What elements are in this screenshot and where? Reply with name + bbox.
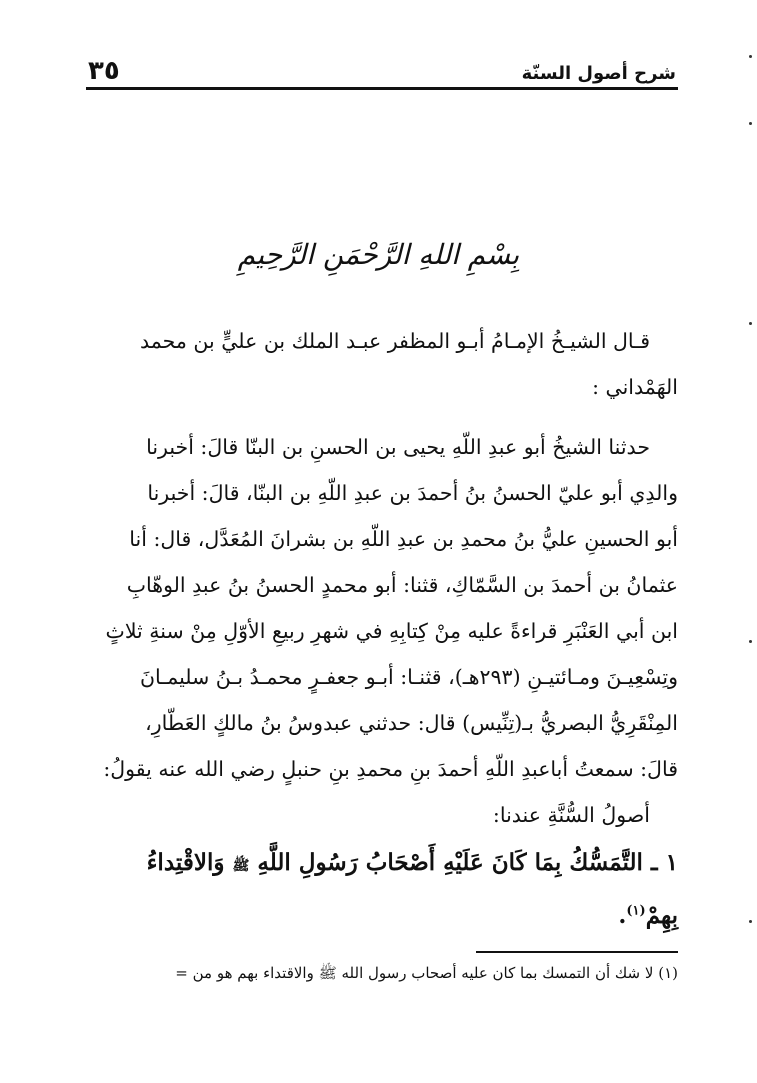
principle-text-cont: بِهِمْ — [645, 902, 678, 929]
isnad-line: عثمانُ بن أحمدَ بن السَّمّاكِ، قثنا: أبو محمدٍ الحسنُ بنُ عبدِ الوهّابِ — [126, 573, 678, 597]
principle-text: ١ ـ التَّمَسُّكُ بِمَا كَانَ عَلَيْهِ أَصْحَابُ رَسُولِ اللَّهِ — [257, 849, 678, 876]
footnote-rule — [476, 951, 678, 953]
scan-speck — [749, 122, 752, 125]
isnad-line: قالَ: سمعتُ أباعبدِ اللّهِ أحمدَ بنِ محمدِ بنِ حنبلٍ رضي الله عنه يقولُ: — [103, 757, 678, 781]
footnote-text: لا شك أن التمسك بما كان عليه أصحاب رسول الله ﷺ والاقتداء بهم هو من = — [175, 964, 654, 982]
isnad-line: ابن أبي العَنْبَرِ قراءةً عليه مِنْ كِتابِهِ في شهرِ ربيعِ الأوّلِ مِنْ سنةِ ثلاثٍ — [105, 619, 678, 643]
scan-speck — [749, 55, 752, 58]
principle-1 — [86, 838, 678, 891]
basmala: بِسْمِ اللهِ الرَّحْمَنِ الرَّحِيمِ — [237, 238, 520, 271]
salawat-glyph: ﷺ — [232, 858, 250, 874]
running-title: شرح أصول السنّة — [521, 63, 676, 84]
footnote-marker: (١) — [658, 964, 678, 982]
scan-speck — [749, 920, 752, 923]
principle-period: . — [618, 902, 627, 929]
footnote-reference[interactable]: (١) — [626, 903, 646, 919]
section-heading: أصولُ السُّنَّةِ عندنا: — [492, 803, 650, 827]
page-number: ٣٥ — [88, 56, 120, 86]
footnote — [86, 960, 678, 986]
intro-line: قـال الشيـخُ الإمـامُ أبـو المظفر عبـد الملك بن عليٍّ بن محمد — [140, 329, 650, 353]
scan-speck — [749, 322, 752, 325]
isnad-line: حدثنا الشيخُ أبو عبدِ اللّهِ يحيى بن الحسنِ بن البنّا قالَ: أخبرنا — [146, 435, 650, 459]
isnad-line: وتِسْعِيـنَ ومـائتيـنِ (٢٩٣هـ)، قثنـا: أبـو جعفـرٍ محمـدُ بـنُ سليمـانَ — [139, 665, 678, 689]
page-header — [88, 54, 676, 84]
principle-1-continued — [86, 891, 678, 941]
body-text — [86, 318, 678, 941]
isnad-line: المِنْقَرِيُّ البصريُّ بـ(تِنِّيس) قال: حدثني عبدوسُ بنُ مالكٍ العَطّارِ، — [145, 711, 678, 735]
principle-text-end: وَالاقْتِداءُ — [146, 849, 225, 876]
scan-speck — [749, 640, 752, 643]
header-rule — [86, 87, 678, 90]
isnad-line: والدِي أبو عليّ الحسنُ بنُ أحمدَ بن عبدِ اللّهِ بن البنّا، قالَ: أخبرنا — [147, 481, 678, 505]
intro-line: الهَمْداني : — [592, 375, 678, 399]
isnad-line: أبو الحسينِ عليُّ بنُ محمدِ بن عبدِ اللّهِ بن بشرانَ المُعَدَّل، قال: أنا — [129, 527, 678, 551]
